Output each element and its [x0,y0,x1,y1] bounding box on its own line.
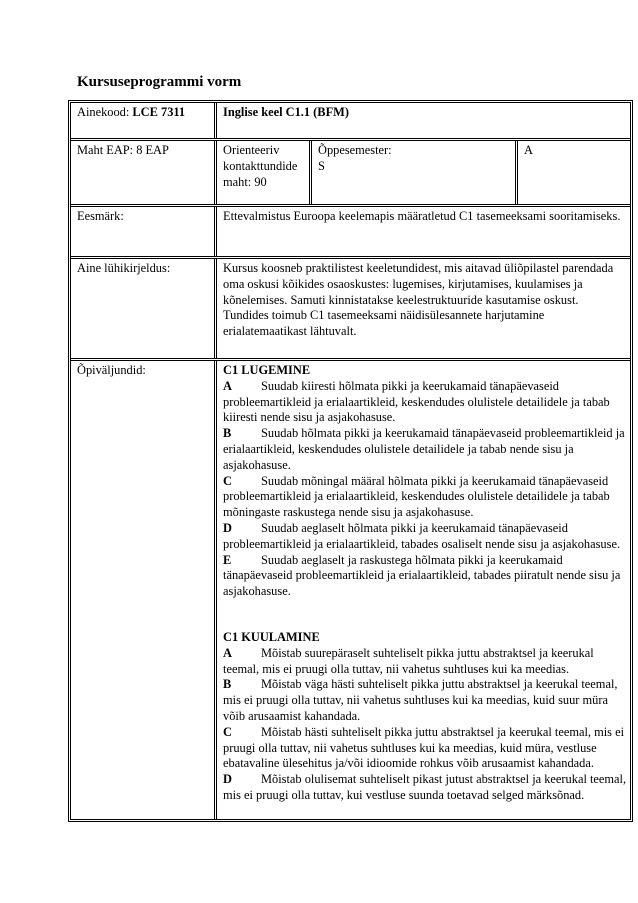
level-text: Suudab kiiresti hõlmata pikki ja keerukamaid tänapäevaseid probleemartikleid ja erialaartikleid, keskendudes olulistele detailidele ja tabab kiiresti nende sisu ja asjakohasuse. [223,378,610,425]
listening-levels [223,646,627,804]
level-text: Mõistab suurepäraselt suhteliselt pikka juttu abstraktsel ja keerukal teemal, mis ei pruugi olla tuttav, nii vahetus suhtluses kui ka meedias. [223,645,594,676]
level-text: Suudab aeglaselt hõlmata pikki ja keerukamaid tänapäevaseid probleemartikleid ja erialaartikleid, tabades osaliselt nende sisu ja asjakohasuse. [223,520,621,551]
outcomes-content [217,361,630,819]
level-letter: A [223,645,232,660]
row-summary [71,259,630,361]
eap-label: Maht EAP: 8 EAP [71,141,217,204]
course-code-label: Ainekood: [77,105,130,119]
level-letter: C [223,473,232,488]
reading-level [223,426,627,473]
level-letter: E [223,552,232,567]
semester-cell [312,141,518,204]
level-text: Suudab hõlmata pikki ja keerukamaid tänapäevaseid probleemartikleid ja erialaartikleid, keskendudes olulistele detailidele ja tabab nende sisu ja asjakohasuse. [223,426,625,472]
reading-level [223,379,627,426]
listening-title: C1 KUULAMINE [223,629,320,644]
reading-title: C1 LUGEMINE [223,363,311,377]
level-letter: C [223,724,232,739]
level-letter: D [223,520,232,535]
document-title: Kursuseprogrammi vorm [77,74,242,90]
row-eap [71,141,630,207]
reading-level [223,521,627,553]
grade-type: A [524,143,533,157]
summary-label: Aine lühikirjeldus: [71,259,217,358]
reading-level [223,474,627,521]
level-text: Suudab aeglaselt ja raskustega hõlmata pikki ja keerukamaid tänapäevaseid probleemartikleid ja erialaartikleid, tabades piiratult nende sisu ja asjakohasuse. [223,552,621,599]
row-course-code [71,103,630,141]
semester-value: S [318,158,325,173]
course-code-cell [71,103,217,138]
listening-level [223,772,627,804]
goal-label: Eesmärk: [71,207,217,256]
goal-text: Ettevalmistus Euroopa keelemapis määratletud C1 tasemeeksami sooritamiseks. [223,209,621,223]
listening-level [223,677,627,724]
level-text: Mõistab väga hästi suhteliselt pikka juttu abstraktsel ja keerukal teemal, mis ei pruugi olla tuttav, nii vahetus suhtluses kui ka meedias, kuid suur müra võib arusaamist kahandada. [223,677,618,723]
semester-label: Õppesemester: [318,143,392,157]
level-letter: A [223,378,232,393]
level-text: Mõistab hästi suhteliselt pikka juttu abstraktsel ja keerukal teemal, mis ei pruugi olla tuttav, nii vahetus suhtluses kui ka meedias, kuid müra, vestluse ebatavaline ülesehitus ja/või idioomide rohkus võib arusaamist kahandada. [223,724,625,771]
level-text: Suudab mõningal määral hõlmata pikki ja keerukamaid tänapäevaseid probleemartikleid ja erialaartikleid, keskendudes olulistele detailidele ja tabab mõningaste raskustega nende sisu ja asjakohasuse. [223,473,610,520]
row-outcomes [71,361,630,819]
summary-text: Kursus koosneb praktilistest keeletundidest, mis aitavad üliõpilastel parendada oma oskusi kõikides osaoskustes: lugemises, kirjutamises, kuulamises ja kõnelemises. Samuti kinnistatakse keelestruktuuride kasutamise oskust. Tundides toimub C1 tasemeeksami näidisülesannete harjutamine erialatemaatikast lähtuvalt. [223,261,614,339]
course-program-table [68,100,633,822]
course-code-value: LCE 7311 [132,105,186,119]
listening-level [223,646,627,678]
row-goal [71,207,630,259]
course-name: Inglise keel C1.1 (BFM) [223,105,349,119]
reading-levels [223,379,627,600]
level-text: Mõistab olulisemat suhteliselt pikast jutust abstraktsel ja keerukal teemal, mis ei pruugi olla tuttav, kui vestluse suunda toetavad selged märksõnad. [223,772,627,802]
listening-level [223,725,627,772]
contact-hours: Orienteeriv kontakttundide maht: 90 [217,141,312,204]
level-letter: B [223,677,232,692]
outcomes-label: Õpiväljundid: [71,361,217,819]
level-letter: B [223,426,232,441]
level-letter: D [223,772,232,787]
reading-level [223,553,627,600]
